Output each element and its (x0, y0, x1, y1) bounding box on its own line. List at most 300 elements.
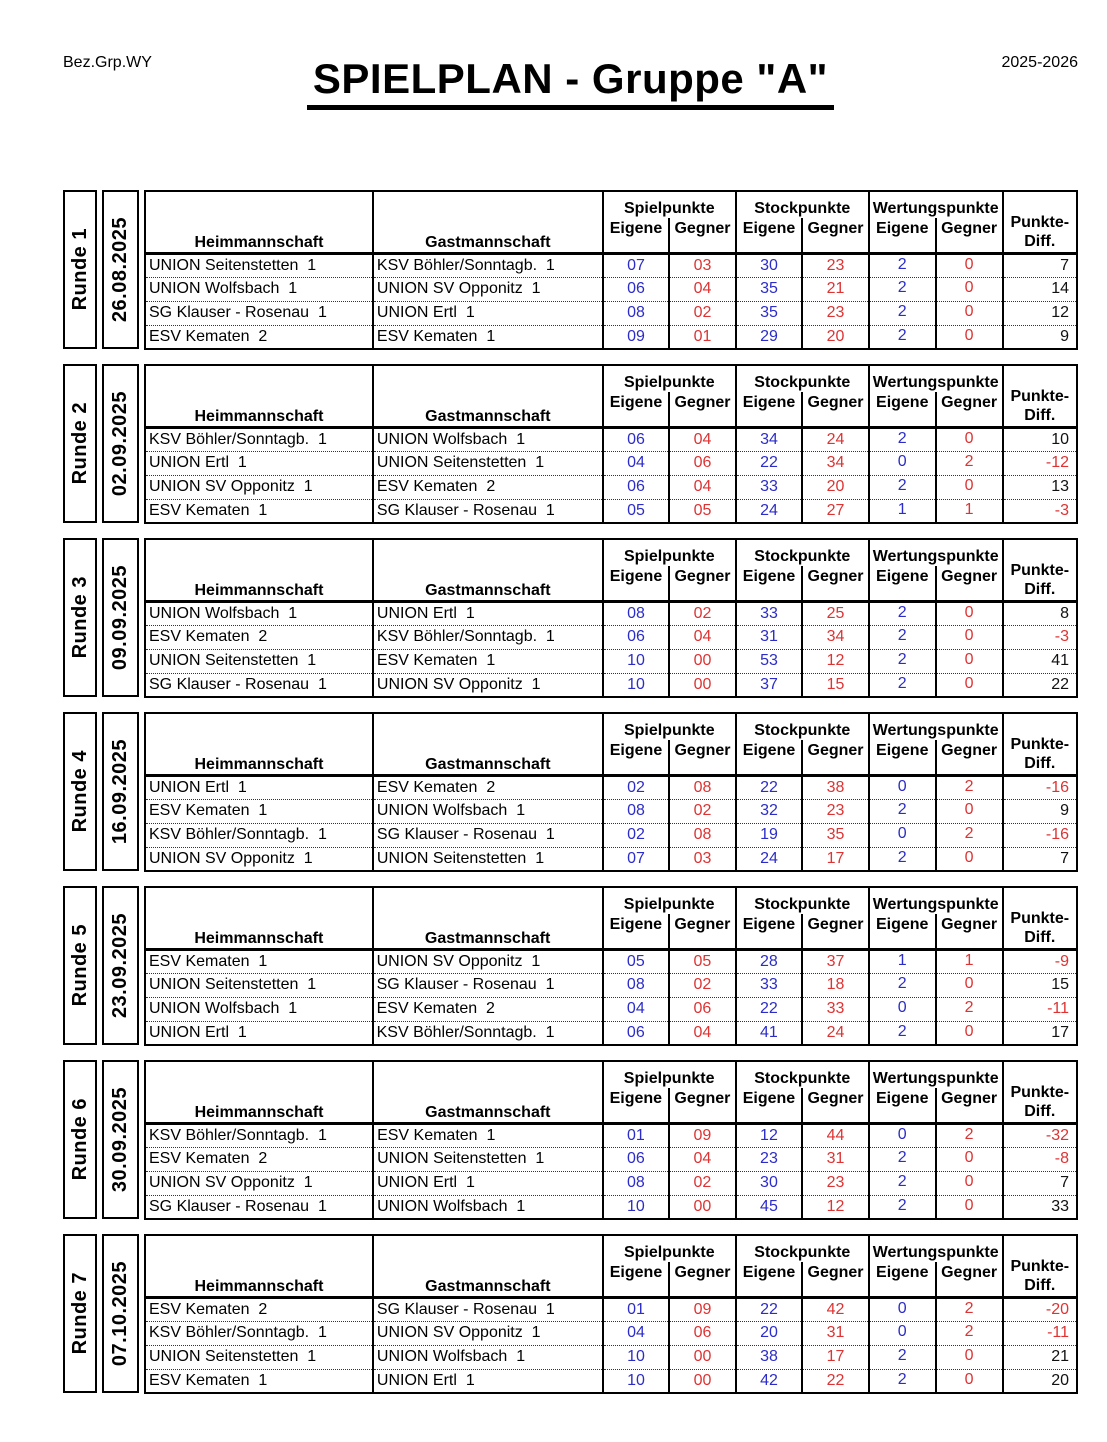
punkte-diff-cell: 8 (1003, 601, 1077, 625)
spielpunkte-eigene-cell: 02 (603, 823, 669, 847)
match-row (145, 301, 1077, 325)
col-header-spiel-eigene: Eigene (603, 218, 669, 253)
col-header-stock-gegner: Gegner (802, 740, 869, 775)
stockpunkte-eigene-cell: 24 (736, 499, 802, 523)
home-team-cell: KSV Böhler/Sonntagb. 1 (145, 427, 373, 451)
col-header-spiel-gegner: Gegner (669, 218, 736, 253)
home-team-cell: UNION Wolfsbach 1 (145, 997, 373, 1021)
match-row (145, 1321, 1077, 1345)
col-header-wertungspunkte: Wertungspunkte (869, 191, 1003, 218)
match-row (145, 1147, 1077, 1171)
punkte-diff-line2: Diff. (1024, 581, 1056, 599)
col-header-punkte-diff (1003, 1235, 1077, 1297)
match-row (145, 451, 1077, 475)
round-label: Runde 3 (68, 576, 91, 659)
col-header-heimmannschaft: Heimmannschaft (145, 713, 373, 775)
home-team-cell: UNION Seitenstetten 1 (145, 253, 373, 277)
stockpunkte-gegner-cell: 23 (802, 1171, 869, 1195)
stockpunkte-gegner-cell: 38 (802, 775, 869, 799)
round-date-box (102, 190, 139, 349)
col-header-wertung-eigene: Eigene (869, 218, 936, 253)
guest-team-cell: SG Klauser - Rosenau 1 (373, 823, 603, 847)
spielpunkte-eigene-cell: 04 (603, 1321, 669, 1345)
punkte-diff-line2: Diff. (1024, 233, 1056, 251)
col-header-stock-eigene: Eigene (736, 1088, 802, 1123)
col-header-heimmannschaft: Heimmannschaft (145, 1235, 373, 1297)
round-label-box (63, 1060, 97, 1219)
wertungspunkte-eigene-cell: 0 (869, 775, 936, 799)
wertungspunkte-gegner-cell: 0 (936, 649, 1003, 673)
col-header-spiel-gegner: Gegner (669, 1262, 736, 1297)
stockpunkte-gegner-cell: 24 (802, 427, 869, 451)
col-header-gastmannschaft: Gastmannschaft (373, 1061, 603, 1123)
match-row (145, 949, 1077, 973)
col-header-heimmannschaft: Heimmannschaft (145, 365, 373, 427)
guest-team-cell: UNION Seitenstetten 1 (373, 1147, 603, 1171)
punkte-diff-cell: 7 (1003, 253, 1077, 277)
wertungspunkte-gegner-cell: 0 (936, 1195, 1003, 1219)
col-header-stockpunkte: Stockpunkte (736, 1235, 869, 1262)
stockpunkte-gegner-cell: 44 (802, 1123, 869, 1147)
stockpunkte-eigene-cell: 35 (736, 277, 802, 301)
stockpunkte-gegner-cell: 12 (802, 649, 869, 673)
punkte-diff-cell: 33 (1003, 1195, 1077, 1219)
guest-team-cell: ESV Kematen 2 (373, 997, 603, 1021)
round-label-box (63, 538, 97, 697)
wertungspunkte-eigene-cell: 2 (869, 301, 936, 325)
table-head (145, 887, 1077, 949)
home-team-cell: UNION Seitenstetten 1 (145, 973, 373, 997)
table-head (145, 191, 1077, 253)
spielpunkte-eigene-cell: 08 (603, 973, 669, 997)
col-header-spiel-gegner: Gegner (669, 914, 736, 949)
wertungspunkte-gegner-cell: 0 (936, 301, 1003, 325)
home-team-cell: UNION Wolfsbach 1 (145, 277, 373, 301)
round-section (63, 364, 1078, 523)
guest-team-cell: UNION Wolfsbach 1 (373, 1195, 603, 1219)
guest-team-cell: ESV Kematen 2 (373, 775, 603, 799)
spielpunkte-eigene-cell: 10 (603, 673, 669, 697)
stockpunkte-eigene-cell: 22 (736, 775, 802, 799)
guest-team-cell: KSV Böhler/Sonntagb. 1 (373, 625, 603, 649)
spielpunkte-eigene-cell: 08 (603, 601, 669, 625)
round-date-box (102, 538, 139, 697)
home-team-cell: ESV Kematen 1 (145, 1369, 373, 1393)
col-header-spielpunkte: Spielpunkte (603, 191, 736, 218)
wertungspunkte-eigene-cell: 2 (869, 1195, 936, 1219)
stockpunkte-gegner-cell: 35 (802, 823, 869, 847)
table-body (145, 1297, 1077, 1393)
match-row (145, 799, 1077, 823)
col-header-stock-gegner: Gegner (802, 566, 869, 601)
round-date: 26.08.2025 (109, 216, 131, 323)
guest-team-cell: ESV Kematen 1 (373, 649, 603, 673)
spielpunkte-eigene-cell: 01 (603, 1123, 669, 1147)
table-body (145, 253, 1077, 349)
punkte-diff-cell: 20 (1003, 1369, 1077, 1393)
stockpunkte-gegner-cell: 18 (802, 973, 869, 997)
stockpunkte-gegner-cell: 23 (802, 799, 869, 823)
wertungspunkte-gegner-cell: 2 (936, 823, 1003, 847)
wertungspunkte-eigene-cell: 2 (869, 253, 936, 277)
round-label-box (63, 364, 97, 523)
stockpunkte-eigene-cell: 41 (736, 1021, 802, 1045)
spielpunkte-gegner-cell: 02 (669, 301, 736, 325)
col-header-spielpunkte: Spielpunkte (603, 365, 736, 392)
match-table (144, 886, 1078, 1046)
wertungspunkte-gegner-cell: 0 (936, 973, 1003, 997)
guest-team-cell: UNION Wolfsbach 1 (373, 799, 603, 823)
guest-team-cell: SG Klauser - Rosenau 1 (373, 499, 603, 523)
stockpunkte-eigene-cell: 30 (736, 253, 802, 277)
spielpunkte-eigene-cell: 10 (603, 1345, 669, 1369)
spielpunkte-eigene-cell: 05 (603, 949, 669, 973)
spielpunkte-gegner-cell: 04 (669, 625, 736, 649)
punkte-diff-cell: 15 (1003, 973, 1077, 997)
match-table (144, 538, 1078, 698)
col-header-wertung-gegner: Gegner (936, 566, 1003, 601)
spielpunkte-eigene-cell: 09 (603, 325, 669, 349)
round-date: 23.09.2025 (109, 912, 131, 1019)
guest-team-cell: UNION SV Opponitz 1 (373, 277, 603, 301)
wertungspunkte-gegner-cell: 1 (936, 949, 1003, 973)
spielpunkte-eigene-cell: 01 (603, 1297, 669, 1321)
round-section (63, 712, 1078, 871)
home-team-cell: UNION Ertl 1 (145, 451, 373, 475)
stockpunkte-gegner-cell: 31 (802, 1321, 869, 1345)
wertungspunkte-gegner-cell: 0 (936, 601, 1003, 625)
punkte-diff-cell: -8 (1003, 1147, 1077, 1171)
col-header-spiel-gegner: Gegner (669, 566, 736, 601)
spielpunkte-eigene-cell: 05 (603, 499, 669, 523)
stockpunkte-gegner-cell: 17 (802, 847, 869, 871)
punkte-diff-cell: 41 (1003, 649, 1077, 673)
round-section (63, 1234, 1078, 1393)
table-head (145, 365, 1077, 427)
col-header-stockpunkte: Stockpunkte (736, 887, 869, 914)
round-date-box (102, 364, 139, 523)
match-row (145, 1369, 1077, 1393)
spielpunkte-gegner-cell: 06 (669, 451, 736, 475)
punkte-diff-cell: 13 (1003, 475, 1077, 499)
col-header-spiel-eigene: Eigene (603, 740, 669, 775)
page-header (63, 30, 1078, 156)
wertungspunkte-gegner-cell: 0 (936, 1171, 1003, 1195)
col-header-stock-eigene: Eigene (736, 740, 802, 775)
guest-team-cell: UNION SV Opponitz 1 (373, 673, 603, 697)
stockpunkte-gegner-cell: 15 (802, 673, 869, 697)
spielpunkte-gegner-cell: 02 (669, 973, 736, 997)
stockpunkte-eigene-cell: 33 (736, 973, 802, 997)
match-table (144, 364, 1078, 524)
col-header-wertung-gegner: Gegner (936, 740, 1003, 775)
spielpunkte-eigene-cell: 10 (603, 1195, 669, 1219)
guest-team-cell: UNION Seitenstetten 1 (373, 451, 603, 475)
spielpunkte-gegner-cell: 03 (669, 253, 736, 277)
col-header-gastmannschaft: Gastmannschaft (373, 539, 603, 601)
wertungspunkte-eigene-cell: 1 (869, 499, 936, 523)
spielpunkte-gegner-cell: 04 (669, 427, 736, 451)
wertungspunkte-eigene-cell: 2 (869, 475, 936, 499)
spielpunkte-eigene-cell: 06 (603, 427, 669, 451)
match-row (145, 997, 1077, 1021)
guest-team-cell: ESV Kematen 1 (373, 325, 603, 349)
rounds-container (63, 190, 1078, 1393)
home-team-cell: ESV Kematen 1 (145, 499, 373, 523)
guest-team-cell: UNION Seitenstetten 1 (373, 847, 603, 871)
punkte-diff-cell: 12 (1003, 301, 1077, 325)
table-body (145, 949, 1077, 1045)
spielpunkte-eigene-cell: 10 (603, 649, 669, 673)
punkte-diff-line1: Punkte- (1010, 1084, 1070, 1102)
col-header-wertungspunkte: Wertungspunkte (869, 365, 1003, 392)
home-team-cell: UNION SV Opponitz 1 (145, 847, 373, 871)
col-header-spiel-eigene: Eigene (603, 914, 669, 949)
spielpunkte-gegner-cell: 09 (669, 1123, 736, 1147)
stockpunkte-eigene-cell: 42 (736, 1369, 802, 1393)
stockpunkte-eigene-cell: 53 (736, 649, 802, 673)
stockpunkte-eigene-cell: 33 (736, 475, 802, 499)
wertungspunkte-gegner-cell: 2 (936, 1297, 1003, 1321)
match-row (145, 499, 1077, 523)
stockpunkte-eigene-cell: 22 (736, 1297, 802, 1321)
wertungspunkte-gegner-cell: 0 (936, 1369, 1003, 1393)
spielpunkte-gegner-cell: 06 (669, 997, 736, 1021)
col-header-heimmannschaft: Heimmannschaft (145, 887, 373, 949)
wertungspunkte-eigene-cell: 2 (869, 601, 936, 625)
punkte-diff-cell: 22 (1003, 673, 1077, 697)
round-section (63, 538, 1078, 697)
punkte-diff-cell: -3 (1003, 625, 1077, 649)
guest-team-cell: UNION SV Opponitz 1 (373, 1321, 603, 1345)
guest-team-cell: UNION Ertl 1 (373, 301, 603, 325)
spielpunkte-eigene-cell: 08 (603, 799, 669, 823)
home-team-cell: KSV Böhler/Sonntagb. 1 (145, 1321, 373, 1345)
col-header-stock-gegner: Gegner (802, 1088, 869, 1123)
home-team-cell: SG Klauser - Rosenau 1 (145, 673, 373, 697)
stockpunkte-gegner-cell: 34 (802, 451, 869, 475)
table-body (145, 1123, 1077, 1219)
col-header-spielpunkte: Spielpunkte (603, 1235, 736, 1262)
col-header-wertungspunkte: Wertungspunkte (869, 1061, 1003, 1088)
round-label-box (63, 712, 97, 871)
stockpunkte-eigene-cell: 22 (736, 451, 802, 475)
col-header-wertung-eigene: Eigene (869, 392, 936, 427)
spielpunkte-gegner-cell: 05 (669, 499, 736, 523)
wertungspunkte-eigene-cell: 2 (869, 799, 936, 823)
wertungspunkte-eigene-cell: 0 (869, 997, 936, 1021)
spielpunkte-gegner-cell: 01 (669, 325, 736, 349)
match-row (145, 625, 1077, 649)
col-header-wertung-eigene: Eigene (869, 566, 936, 601)
spielpunkte-gegner-cell: 00 (669, 649, 736, 673)
round-date: 30.09.2025 (109, 1086, 131, 1193)
match-row (145, 1021, 1077, 1045)
punkte-diff-cell: 9 (1003, 325, 1077, 349)
round-label-box (63, 886, 97, 1045)
round-label: Runde 1 (68, 228, 91, 311)
wertungspunkte-gegner-cell: 0 (936, 673, 1003, 697)
punkte-diff-line2: Diff. (1024, 755, 1056, 773)
wertungspunkte-eigene-cell: 2 (869, 1345, 936, 1369)
home-team-cell: UNION Seitenstetten 1 (145, 649, 373, 673)
guest-team-cell: UNION Ertl 1 (373, 1369, 603, 1393)
guest-team-cell: KSV Böhler/Sonntagb. 1 (373, 1021, 603, 1045)
stockpunkte-eigene-cell: 34 (736, 427, 802, 451)
round-section (63, 190, 1078, 349)
col-header-wertung-gegner: Gegner (936, 392, 1003, 427)
wertungspunkte-gegner-cell: 0 (936, 253, 1003, 277)
col-header-stockpunkte: Stockpunkte (736, 365, 869, 392)
spielpunkte-eigene-cell: 10 (603, 1369, 669, 1393)
col-header-wertungspunkte: Wertungspunkte (869, 887, 1003, 914)
wertungspunkte-eigene-cell: 1 (869, 949, 936, 973)
col-header-stockpunkte: Stockpunkte (736, 191, 869, 218)
col-header-punkte-diff (1003, 539, 1077, 601)
match-row (145, 475, 1077, 499)
match-row (145, 325, 1077, 349)
spielpunkte-eigene-cell: 06 (603, 1021, 669, 1045)
stockpunkte-eigene-cell: 24 (736, 847, 802, 871)
stockpunkte-eigene-cell: 45 (736, 1195, 802, 1219)
home-team-cell: UNION Ertl 1 (145, 775, 373, 799)
wertungspunkte-gegner-cell: 0 (936, 325, 1003, 349)
stockpunkte-eigene-cell: 31 (736, 625, 802, 649)
stockpunkte-gegner-cell: 42 (802, 1297, 869, 1321)
match-row (145, 253, 1077, 277)
punkte-diff-cell: 17 (1003, 1021, 1077, 1045)
guest-team-cell: SG Klauser - Rosenau 1 (373, 973, 603, 997)
home-team-cell: ESV Kematen 2 (145, 325, 373, 349)
home-team-cell: UNION SV Opponitz 1 (145, 475, 373, 499)
stockpunkte-eigene-cell: 38 (736, 1345, 802, 1369)
page-title: SPIELPLAN - Gruppe "A" (307, 56, 834, 110)
round-label-box (63, 190, 97, 349)
spielpunkte-eigene-cell: 06 (603, 625, 669, 649)
col-header-spiel-gegner: Gegner (669, 392, 736, 427)
stockpunkte-eigene-cell: 23 (736, 1147, 802, 1171)
wertungspunkte-eigene-cell: 2 (869, 1021, 936, 1045)
punkte-diff-line2: Diff. (1024, 1277, 1056, 1295)
spielpunkte-gegner-cell: 06 (669, 1321, 736, 1345)
round-date-box (102, 712, 139, 871)
spielpunkte-gegner-cell: 02 (669, 799, 736, 823)
round-date-box (102, 1060, 139, 1219)
stockpunkte-eigene-cell: 20 (736, 1321, 802, 1345)
col-header-spiel-eigene: Eigene (603, 1262, 669, 1297)
spielpunkte-gegner-cell: 02 (669, 1171, 736, 1195)
punkte-diff-cell: 21 (1003, 1345, 1077, 1369)
guest-team-cell: SG Klauser - Rosenau 1 (373, 1297, 603, 1321)
guest-team-cell: UNION SV Opponitz 1 (373, 949, 603, 973)
match-row (145, 1345, 1077, 1369)
col-header-stock-eigene: Eigene (736, 914, 802, 949)
col-header-wertung-gegner: Gegner (936, 914, 1003, 949)
stockpunkte-gegner-cell: 33 (802, 997, 869, 1021)
table-head (145, 539, 1077, 601)
spielpunkte-gegner-cell: 00 (669, 1369, 736, 1393)
match-table (144, 1234, 1078, 1394)
punkte-diff-cell: -9 (1003, 949, 1077, 973)
match-row (145, 823, 1077, 847)
stockpunkte-gegner-cell: 27 (802, 499, 869, 523)
stockpunkte-eigene-cell: 30 (736, 1171, 802, 1195)
round-section (63, 886, 1078, 1045)
col-header-gastmannschaft: Gastmannschaft (373, 887, 603, 949)
stockpunkte-gegner-cell: 34 (802, 625, 869, 649)
stockpunkte-eigene-cell: 32 (736, 799, 802, 823)
punkte-diff-line2: Diff. (1024, 1103, 1056, 1121)
match-row (145, 1171, 1077, 1195)
col-header-wertung-gegner: Gegner (936, 1088, 1003, 1123)
wertungspunkte-gegner-cell: 2 (936, 997, 1003, 1021)
col-header-stock-eigene: Eigene (736, 218, 802, 253)
table-body (145, 775, 1077, 871)
match-row (145, 601, 1077, 625)
round-label: Runde 4 (68, 750, 91, 833)
wertungspunkte-eigene-cell: 0 (869, 451, 936, 475)
col-header-punkte-diff (1003, 713, 1077, 775)
match-table (144, 1060, 1078, 1220)
punkte-diff-line1: Punkte- (1010, 1258, 1070, 1276)
round-label: Runde 2 (68, 402, 91, 485)
col-header-heimmannschaft: Heimmannschaft (145, 1061, 373, 1123)
punkte-diff-line1: Punkte- (1010, 214, 1070, 232)
punkte-diff-cell: 7 (1003, 1171, 1077, 1195)
col-header-stock-gegner: Gegner (802, 218, 869, 253)
season-label: 2025-2026 (1001, 54, 1078, 71)
wertungspunkte-gegner-cell: 0 (936, 475, 1003, 499)
col-header-wertung-eigene: Eigene (869, 914, 936, 949)
match-table (144, 712, 1078, 872)
col-header-wertungspunkte: Wertungspunkte (869, 539, 1003, 566)
match-row (145, 1297, 1077, 1321)
col-header-gastmannschaft: Gastmannschaft (373, 1235, 603, 1297)
col-header-wertung-eigene: Eigene (869, 740, 936, 775)
match-table (144, 190, 1078, 350)
col-header-punkte-diff (1003, 191, 1077, 253)
stockpunkte-eigene-cell: 29 (736, 325, 802, 349)
match-row (145, 1195, 1077, 1219)
stockpunkte-gegner-cell: 23 (802, 253, 869, 277)
table-body (145, 601, 1077, 697)
stockpunkte-eigene-cell: 12 (736, 1123, 802, 1147)
stockpunkte-gegner-cell: 22 (802, 1369, 869, 1393)
home-team-cell: ESV Kematen 2 (145, 1147, 373, 1171)
spielpunkte-gegner-cell: 04 (669, 1021, 736, 1045)
table-head (145, 1235, 1077, 1297)
col-header-stock-gegner: Gegner (802, 1262, 869, 1297)
spielpunkte-eigene-cell: 06 (603, 475, 669, 499)
wertungspunkte-gegner-cell: 0 (936, 427, 1003, 451)
wertungspunkte-gegner-cell: 2 (936, 775, 1003, 799)
round-label: Runde 6 (68, 1098, 91, 1181)
guest-team-cell: UNION Ertl 1 (373, 601, 603, 625)
wertungspunkte-eigene-cell: 2 (869, 1171, 936, 1195)
wertungspunkte-eigene-cell: 2 (869, 973, 936, 997)
spielpunkte-gegner-cell: 08 (669, 775, 736, 799)
home-team-cell: UNION Seitenstetten 1 (145, 1345, 373, 1369)
home-team-cell: KSV Böhler/Sonntagb. 1 (145, 1123, 373, 1147)
col-header-punkte-diff (1003, 1061, 1077, 1123)
wertungspunkte-eigene-cell: 2 (869, 649, 936, 673)
spielpunkte-gegner-cell: 09 (669, 1297, 736, 1321)
stockpunkte-gegner-cell: 20 (802, 325, 869, 349)
guest-team-cell: ESV Kematen 2 (373, 475, 603, 499)
stockpunkte-gegner-cell: 37 (802, 949, 869, 973)
wertungspunkte-eigene-cell: 2 (869, 1147, 936, 1171)
match-row (145, 1123, 1077, 1147)
